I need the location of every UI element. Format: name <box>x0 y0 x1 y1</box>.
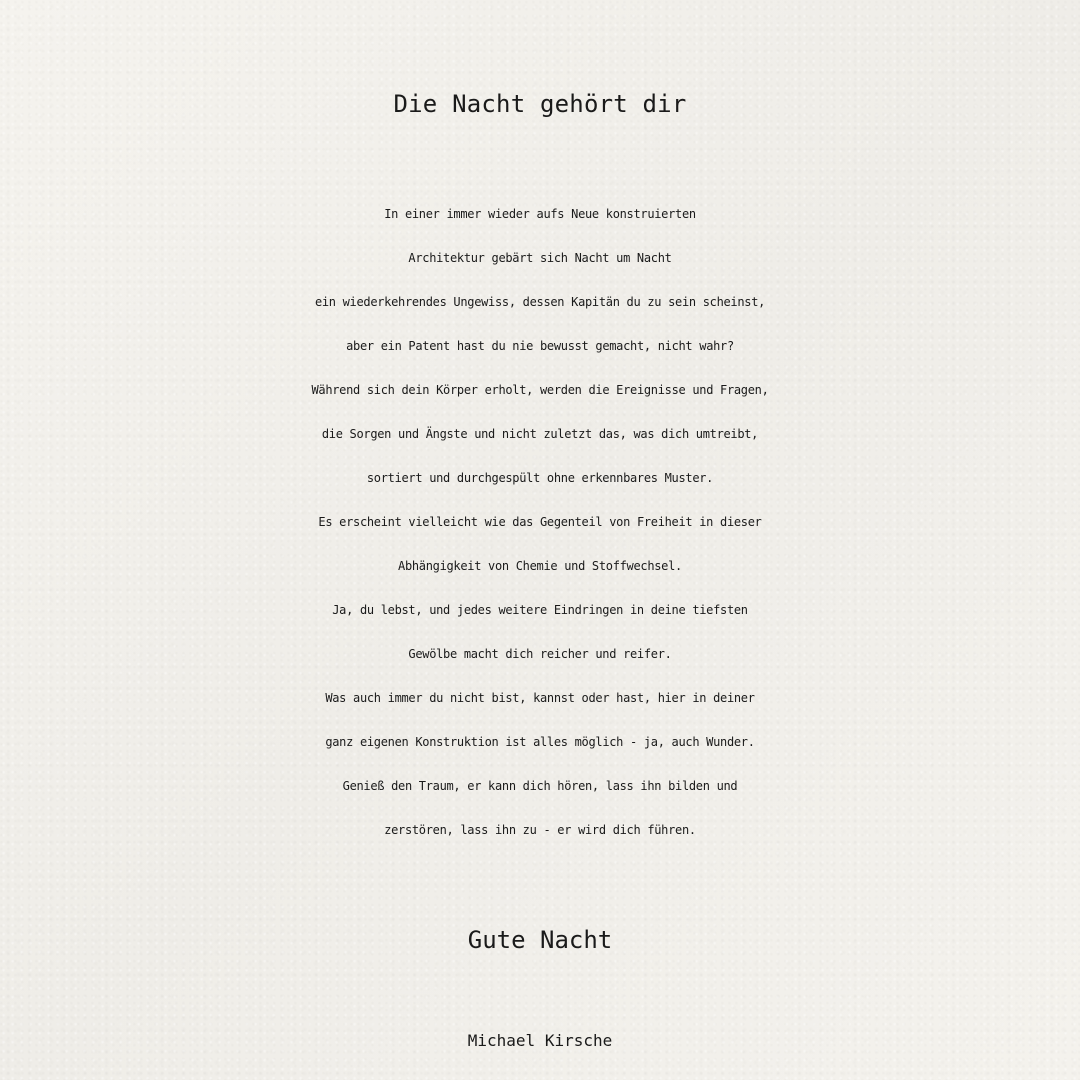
poem-line: ganz eigenen Konstruktion ist alles möglich - ja, auch Wunder. <box>325 735 755 749</box>
poem-line: die Sorgen und Ängste und nicht zuletzt das, was dich umtreibt, <box>321 427 759 441</box>
poem-line: Abhängigkeit von Chemie und Stoffwechsel. <box>398 559 682 573</box>
poem-line: Architektur gebärt sich Nacht um Nacht <box>408 251 672 265</box>
poem-line: Was auch immer du nicht bist, kannst oder hast, hier in deiner <box>325 691 755 705</box>
poem-body <box>0 192 1080 852</box>
poem-line: Gewölbe macht dich reicher und reifer. <box>408 647 672 661</box>
closing-line: Gute Nacht <box>467 926 613 954</box>
poem-line: Ja, du lebst, und jedes weitere Eindringen in deine tiefsten <box>332 603 748 617</box>
poem-line: sortiert und durchgespült ohne erkennbares Muster. <box>366 471 714 485</box>
poem-title: Die Nacht gehört dir <box>393 90 687 118</box>
poem-line: zerstören, lass ihn zu - er wird dich führen. <box>384 823 696 837</box>
poem-line: ein wiederkehrendes Ungewiss, dessen Kapitän du zu sein scheinst, <box>314 295 766 309</box>
poem-line: Genieß den Traum, er kann dich hören, lass ihn bilden und <box>342 779 738 793</box>
poem-line: Während sich dein Körper erholt, werden die Ereignisse und Fragen, <box>311 383 769 397</box>
author-name: Michael Kirsche <box>467 1031 613 1050</box>
poem-line: Es erscheint vielleicht wie das Gegenteil von Freiheit in dieser <box>318 515 762 529</box>
poem-line: aber ein Patent hast du nie bewusst gemacht, nicht wahr? <box>346 339 734 353</box>
poem-line: In einer immer wieder aufs Neue konstruierten <box>384 207 696 221</box>
